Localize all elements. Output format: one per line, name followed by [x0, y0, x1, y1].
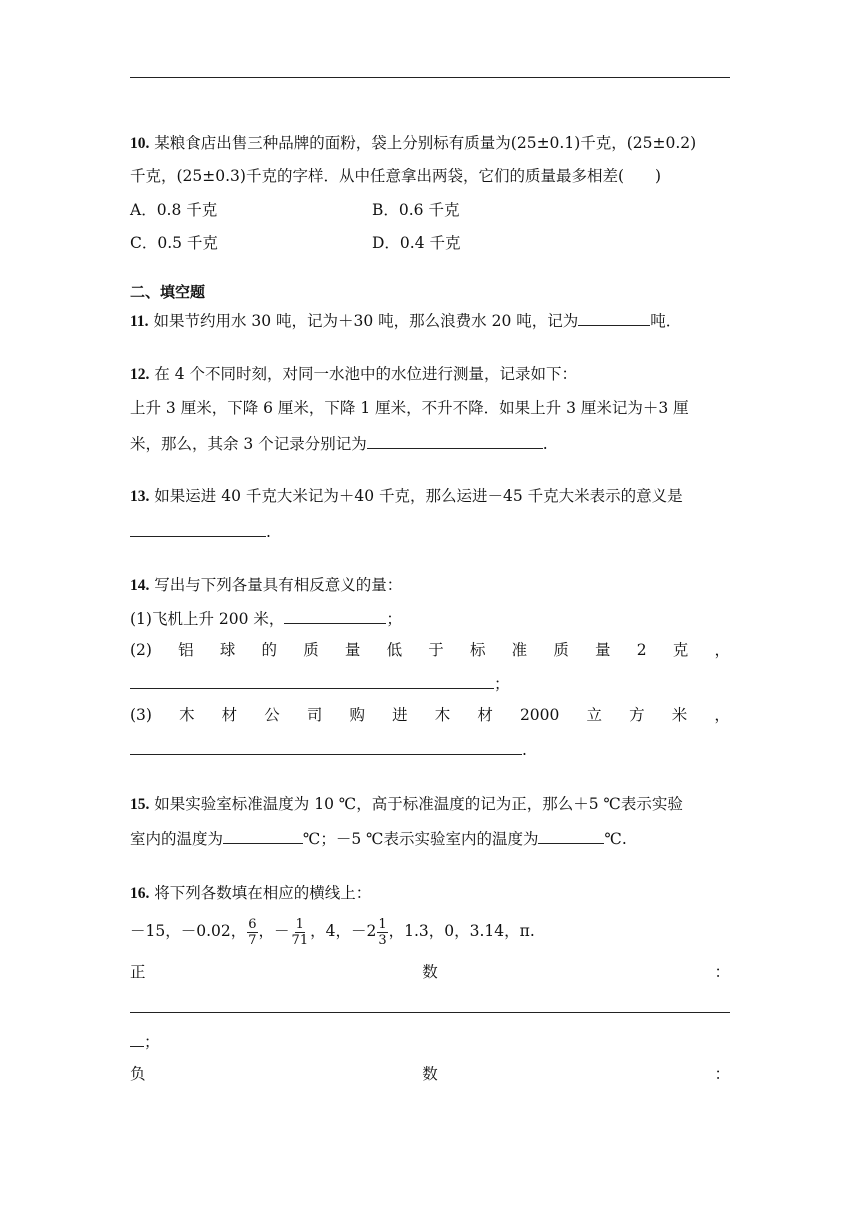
- q14-item3-word: 进: [392, 706, 408, 724]
- q16-text1: 将下列各数填在相应的横线上：: [149, 884, 372, 902]
- q14-item3-word: ，: [714, 706, 730, 724]
- q13-text1: 如果运进 40 千克大米记为＋40 千克，那么运进－45 千克大米表示的意义是: [149, 487, 683, 505]
- q14-item2-word: 铝: [178, 641, 194, 659]
- q14-item3-word: 材: [477, 706, 493, 724]
- q13-line2: [130, 520, 271, 542]
- q14-item2: [130, 640, 730, 660]
- q16-line1: [130, 883, 371, 904]
- q15-text2c: ℃.: [604, 830, 627, 848]
- q14-item2-word: 的: [261, 641, 278, 659]
- fraction-numerator: 1: [295, 916, 304, 932]
- q15-text1: 如果实验室标准温度为 10 ℃，高于标准温度的记为正，那么＋5 ℃表示实验: [149, 795, 683, 813]
- q14-item3-word: 材: [221, 706, 238, 724]
- q10-option-c: C．0.5 千克: [130, 234, 218, 252]
- q14-item3-word: 立: [586, 706, 602, 724]
- q10-option-d: D．0.4 千克: [372, 234, 461, 252]
- q16-numbers: [130, 914, 535, 948]
- q14-item3-word: (3): [130, 706, 152, 724]
- q14-item2-answer: [130, 672, 510, 694]
- q14-item2-word: 克: [672, 641, 689, 659]
- fraction-denominator: 71: [291, 932, 309, 948]
- q11-number: 11.: [130, 313, 149, 330]
- header-rule: [130, 77, 730, 78]
- q15-line2: [130, 827, 627, 849]
- q10-text1: 某粮食店出售三种品牌的面粉，袋上分别标有质量为(25±0.1)千克，(25±0.2): [149, 134, 697, 152]
- q10-option-b: B．0.6 千克: [372, 201, 460, 219]
- q14-item3-word: 木: [434, 706, 451, 724]
- q12-line2: 上升 3 厘米，下降 6 厘米，下降 1 厘米，不升不降．如果上升 3 厘米记为＋3 厘: [130, 399, 689, 417]
- fraction-numerator: 1: [378, 916, 387, 932]
- q14-item1-end: ；: [386, 610, 402, 628]
- q13-period: .: [266, 523, 271, 541]
- q14-line1: [130, 575, 402, 596]
- q14-item2-word: 质: [553, 641, 569, 659]
- q14-item2-word: ，: [714, 641, 730, 659]
- q14-number: 14.: [130, 577, 150, 594]
- q12-line1: [130, 364, 577, 385]
- q13-blank[interactable]: [130, 520, 266, 537]
- q14-item2-end: ；: [494, 675, 510, 693]
- q15-line1: [130, 794, 683, 815]
- q16-number: 16.: [130, 885, 150, 902]
- fraction-one-third: [377, 917, 387, 948]
- q12-text3: 米，那么，其余 3 个记录分别记为: [130, 435, 367, 453]
- q14-item2-word: 量: [595, 641, 611, 659]
- q14-item3-word: 公: [264, 706, 280, 724]
- q16-negative-label: [130, 1064, 730, 1084]
- q16-negative-word: 负: [130, 1065, 146, 1083]
- q15-blank2[interactable]: [538, 827, 604, 844]
- q14-item2-word: 准: [511, 641, 528, 659]
- q16-nums-c: ，4，－2: [310, 922, 377, 940]
- q16-negative-word: 数: [422, 1065, 438, 1083]
- q16-nums-b: ，－: [258, 922, 290, 940]
- q14-item3-word: 司: [306, 706, 323, 724]
- q15-text2b: ℃；－5 ℃表示实验室内的温度为: [303, 830, 539, 848]
- q14-item2-word: 球: [219, 641, 236, 659]
- q14-item3-answer: [130, 738, 527, 760]
- q14-item2-word: 质: [303, 641, 319, 659]
- q11-line: [130, 309, 681, 332]
- q14-item2-word: (2): [130, 641, 152, 659]
- q15-blank1[interactable]: [223, 827, 303, 844]
- fraction-one-seventy-first: [291, 917, 310, 948]
- q16-positive-end-line: [130, 1030, 160, 1052]
- q16-positive-word: 正: [130, 963, 146, 981]
- q15-number: 15.: [130, 796, 150, 813]
- q14-item3-word: 米: [671, 706, 688, 724]
- q14-text1: 写出与下列各量具有相反意义的量：: [149, 576, 403, 594]
- q14-item2-blank[interactable]: [130, 672, 494, 689]
- q14-item2-word: 标: [469, 641, 486, 659]
- q16-nums-d: ，1.3，0，3.14，π.: [388, 922, 535, 940]
- fraction-six-sevenths: [247, 917, 257, 948]
- q14-item2-word: 低: [386, 641, 403, 659]
- q13-number: 13.: [130, 488, 150, 505]
- q10-option-a: A．0.8 千克: [130, 201, 218, 219]
- q16-positive-blank[interactable]: [130, 1012, 730, 1013]
- q16-positive-word: ：: [714, 963, 730, 981]
- q10-line1: [130, 133, 696, 154]
- fraction-denominator: 3: [378, 932, 387, 948]
- q14-item2-word: 量: [344, 641, 361, 659]
- q12-blank[interactable]: [367, 432, 543, 449]
- q14-item3-word: 2000: [519, 706, 560, 724]
- q14-item3-blank[interactable]: [130, 738, 522, 755]
- q16-nums-a: －15，－0.02，: [130, 922, 247, 940]
- q16-negative-word: ：: [714, 1065, 730, 1083]
- fraction-denominator: 7: [248, 932, 257, 948]
- q14-item3-word: 购: [349, 706, 366, 724]
- q14-item2-word: 于: [428, 641, 444, 659]
- q16-positive-end: ；: [144, 1033, 160, 1051]
- q14-item3: [130, 705, 730, 725]
- q14-item1-text: (1)飞机上升 200 米，: [130, 610, 285, 628]
- q12-period: .: [542, 435, 548, 453]
- q15-text2a: 室内的温度为: [130, 830, 224, 848]
- q12-line3: [130, 432, 548, 454]
- q16-positive-blank-tail[interactable]: [130, 1030, 144, 1047]
- section-title: 二、填空题: [130, 283, 206, 301]
- q12-number: 12.: [130, 366, 150, 383]
- q14-item1-blank[interactable]: [284, 607, 386, 624]
- q10-line2: 千克，(25±0.3)千克的字样．从中任意拿出两袋，它们的质量最多相差( ): [130, 167, 662, 185]
- q14-item3-end: .: [522, 741, 527, 759]
- q14-item1: [130, 607, 402, 629]
- q11-text-b: 吨．: [650, 312, 682, 330]
- q11-blank[interactable]: [578, 309, 650, 326]
- q14-item3-word: 方: [629, 706, 645, 724]
- q11-text-a: 如果节约用水 30 吨，记为＋30 吨，那么浪费水 20 吨，记为: [148, 312, 579, 330]
- q16-positive-label: [130, 962, 730, 982]
- fraction-numerator: 6: [248, 916, 257, 932]
- q16-positive-word: 数: [422, 963, 438, 981]
- q12-text1: 在 4 个不同时刻，对同一水池中的水位进行测量，记录如下：: [149, 365, 578, 383]
- q14-item2-word: 2: [636, 641, 647, 659]
- q10-number: 10.: [130, 135, 150, 152]
- q14-item3-word: 木: [179, 706, 195, 724]
- q13-line1: [130, 486, 683, 507]
